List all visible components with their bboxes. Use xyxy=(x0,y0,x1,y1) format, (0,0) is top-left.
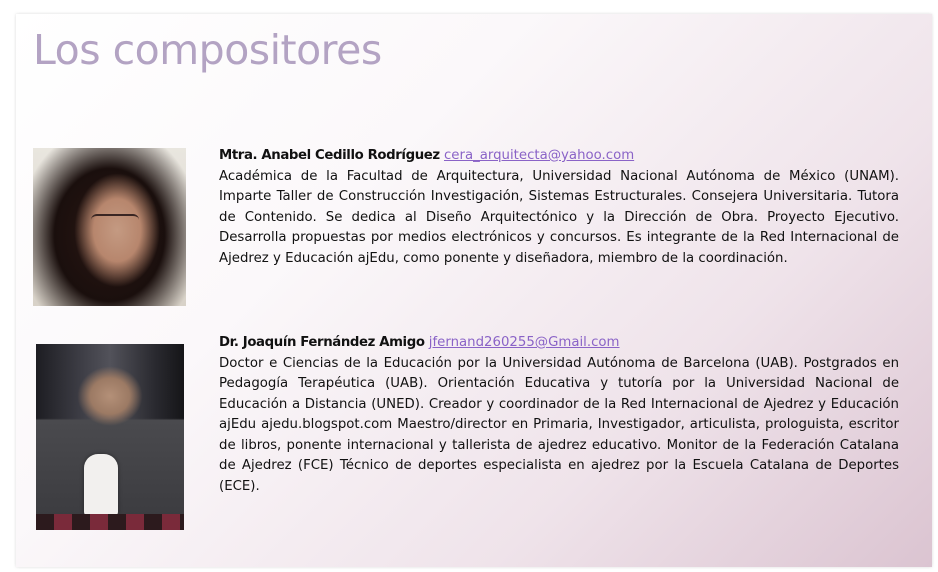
slide xyxy=(16,14,932,567)
composer-bio-block-1 xyxy=(219,146,899,269)
composer-photo-anabel xyxy=(33,148,186,306)
composer-email-link[interactable]: jfernand260255@Gmail.com xyxy=(428,335,620,350)
composer-photo-joaquin xyxy=(36,344,184,530)
composer-name: Mtra. Anabel Cedillo Rodríguez xyxy=(219,148,440,163)
composer-email-link[interactable]: cera_arquitecta@yahoo.com xyxy=(443,148,635,163)
composer-bio-text: Académica de la Facultad de Arquitectura, Universidad Nacional Autónoma de México (UNAM). Imparte Taller de Construcción Investigación, Sistemas Estructurales. Consejera Universitaria. Tutora de Contenido. Se dedica al Diseño Arquitectónico y la Dirección de Obra. Proyecto Ejecutivo. Desarrolla propuestas por medios electrónicos y concursos. Es integrante de la Red Internacional de Ajedrez y Educación ajEdu, como ponente y diseñadora, miembro de la coordinación. xyxy=(219,168,899,266)
glasses-shape xyxy=(91,214,139,226)
composer-bio-block-2 xyxy=(219,333,899,497)
composer-bio-text: Doctor e Ciencias de la Educación por la Universidad Autónoma de Barcelona (UAB). Postgrados en Pedagogía Terapéutica (UAB). Orientación Educativa y tutoría por la Universidad Nacional de Educación a Distancia (UNED). Creador y coordinador de la Red Internacional de Ajedrez y Educación ajEdu ajedu.blogspot.com Maestro/director en Primaria, Investigador, articulista, prologuista, escritor de libros, ponente internacional y tallerista de ajedrez educativo. Monitor de la Federación Catalana de Ajedrez (FCE) Técnico de deportes especialista en ajedrez por la Escuela Catalana de Deportes (ECE). xyxy=(219,355,899,494)
chess-piece-shape xyxy=(84,454,118,516)
slide-title: Los compositores xyxy=(33,26,382,74)
chess-board-shape xyxy=(36,514,184,530)
composer-name: Dr. Joaquín Fernández Amigo xyxy=(219,335,425,350)
